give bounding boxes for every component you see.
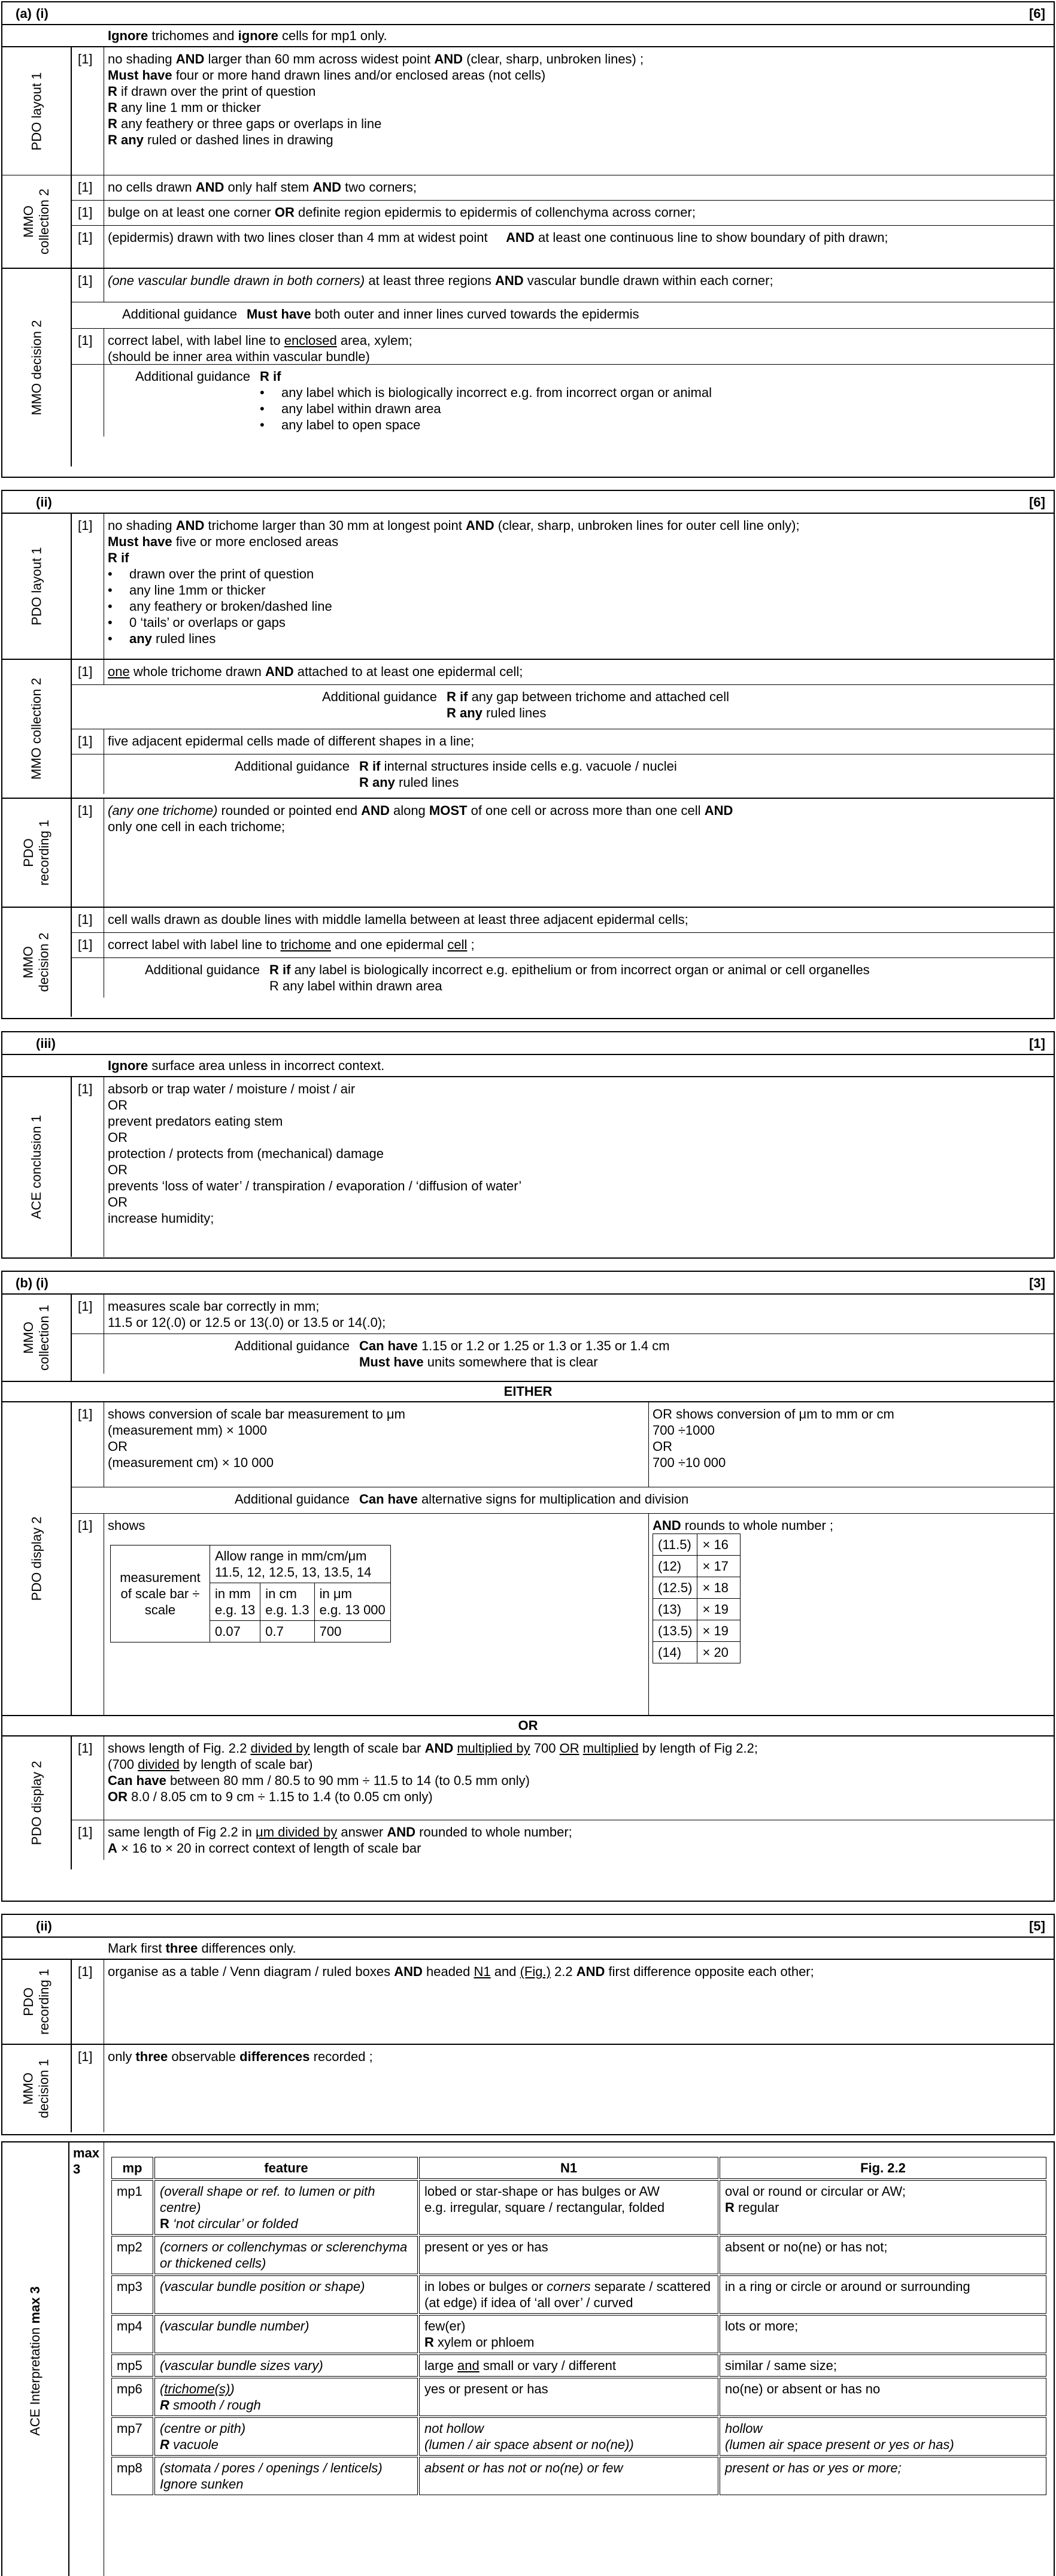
n1-cell: large and small or vary / different xyxy=(419,2354,718,2377)
mark-value: [1] xyxy=(72,1820,104,1860)
n1-cell: absent or has not or no(ne) or few xyxy=(419,2457,718,2495)
criterion-text: (any one trichome) rounded or pointed end AND along MOST of one cell or across more than one cell AND only one cell in each trichome; xyxy=(108,803,733,834)
mark-value: [1] xyxy=(72,1402,104,1487)
additional-guidance: Additional guidance Must have both outer and inner lines curved towards the epidermis xyxy=(72,302,1054,329)
mark-value: [1] xyxy=(72,1736,104,1820)
additional-guidance: Additional guidance R if any gap between trichome and attached cell R any ruled lines xyxy=(72,685,1054,729)
mark-value: [1] xyxy=(72,799,104,907)
criterion-row xyxy=(2,2045,1054,2132)
n1-cell: few(er) R xylem or phloem xyxy=(419,2315,718,2353)
criterion-row xyxy=(2,2142,1054,2576)
mark-value: [1] xyxy=(72,47,104,175)
total-marks: [3] xyxy=(1029,1275,1045,1290)
column-header: N1 xyxy=(419,2157,718,2179)
criterion-text: organise as a table / Venn diagram / ruled boxes AND headed N1 and (Fig.) 2.2 AND first difference opposite each other; xyxy=(108,1964,814,1979)
rounds-text: AND rounds to whole number ; xyxy=(653,1518,834,1533)
mark-value: [1] xyxy=(72,1077,104,1257)
n1-cell: present or yes or has xyxy=(419,2236,718,2274)
allow-range: Allow range in mm/cm/μm 11.5, 12, 12.5, 13, 13.5, 14 xyxy=(210,1545,391,1583)
mp-cell: mp2 xyxy=(111,2236,153,2274)
criterion-text: no shading AND larger than 60 mm across widest point AND (clear, sharp, unbroken lines) ; Must have four or more hand drawn lines and/or enclosed areas (not cells) R if drawn over the print of question R any line 1 mm or thicker R any feathery or three gaps or overlaps in line R any ruled or dashed lines in drawing xyxy=(108,51,644,147)
table-row xyxy=(111,2417,1046,2456)
subpart-label: (ii) xyxy=(36,1918,52,1933)
mark-value: [1] xyxy=(72,908,104,932)
rounding-table xyxy=(653,1534,741,1663)
criterion-row xyxy=(2,47,1054,175)
table-row xyxy=(111,2354,1046,2377)
fig-cell: present or has or yes or more; xyxy=(720,2457,1046,2495)
instruction-note: Ignore surface area unless in incorrect context. xyxy=(2,1055,1054,1077)
feature-cell: (overall shape or ref. to lumen or pith centre) R ‘not circular’ or folded xyxy=(154,2180,418,2235)
list-item: • any feathery or broken/dashed line xyxy=(108,598,1050,614)
criterion-row xyxy=(2,1402,1054,1716)
table-row xyxy=(111,2275,1046,2314)
reject-list xyxy=(108,566,1050,647)
additional-guidance: Additional guidance Can have 1.15 or 1.2 or 1.25 or 1.3 or 1.35 or 1.4 cm Must have units somewhere that is clear xyxy=(72,1334,1054,1374)
skill-label: ACE Interpretation max 3 xyxy=(2,2142,69,2576)
mark-value: [1] xyxy=(72,1960,104,2044)
table-row xyxy=(111,2180,1046,2235)
skill-label: MMO collection 2 xyxy=(2,660,72,798)
either-label: EITHER xyxy=(2,1382,1054,1402)
conversion-table xyxy=(110,1545,391,1642)
table-row xyxy=(111,2457,1046,2495)
skill-label: MMO collection 2 xyxy=(2,175,72,268)
table-row xyxy=(111,2315,1046,2353)
section-b-ii xyxy=(1,1914,1055,2135)
rounding-row: (12.5) × 18 xyxy=(653,1577,741,1599)
n1-cell: yes or present or has xyxy=(419,2378,718,2416)
mark-value: [1] xyxy=(72,2045,104,2132)
criterion-row xyxy=(2,175,1054,269)
skill-label: PDO layout 1 xyxy=(2,47,72,175)
n1-cell: in lobes or bulges or corners separate / scattered (at edge) if idea of ‘all over’ / curved xyxy=(419,2275,718,2314)
fig-cell: oval or round or circular or AW; R regular xyxy=(720,2180,1046,2235)
mark-value: [1] xyxy=(72,1295,104,1334)
criterion-text: one whole trichome drawn AND attached to at least one epidermal cell; xyxy=(108,664,523,679)
list-item: • any label which is biologically incorrect e.g. from incorrect organ or animal xyxy=(260,384,1050,401)
part-label: (a) xyxy=(16,5,32,21)
list-item: • any line 1mm or thicker xyxy=(108,582,1050,598)
subpart-label: (i) xyxy=(36,1275,48,1290)
criterion-text: same length of Fig 2.2 in μm divided by answer AND rounded to whole number; A × 16 to × 20 in correct context of length of scale bar xyxy=(108,1825,572,1856)
rounding-row: (13.5) × 19 xyxy=(653,1620,741,1642)
criterion-text: measures scale bar correctly in mm; 11.5 or 12(.0) or 12.5 or 13(.0) or 13.5 or 14(.0); xyxy=(108,1299,386,1330)
mark-value: [1] xyxy=(72,933,104,957)
or-label: OR xyxy=(2,1716,1054,1736)
list-item: • any ruled lines xyxy=(108,631,1050,647)
mark-value: [1] xyxy=(72,269,104,302)
criterion-text: (epidermis) drawn with two lines closer than 4 mm at widest point AND at least one continuous line to show boundary of pith drawn; xyxy=(108,230,888,245)
mark-value: [1] xyxy=(72,201,104,225)
reject-list xyxy=(260,384,1050,433)
unit-column: in cm e.g. 1.3 xyxy=(260,1583,314,1621)
mp-cell: mp6 xyxy=(111,2378,153,2416)
skill-label: PDO display 2 xyxy=(2,1736,72,1869)
criterion-text: five adjacent epidermal cells made of different shapes in a line; xyxy=(108,734,475,748)
mark-value: [1] xyxy=(72,226,104,268)
part-label: (b) xyxy=(16,1275,33,1290)
additional-guidance: Additional guidance R if any label is biologically incorrect e.g. epithelium or from incorrect organ or animal or cell organelles R any label within drawn area xyxy=(72,958,1054,998)
skill-label: MMO decision 2 xyxy=(2,908,72,1017)
feature-cell: (corners or collenchymas or sclerenchyma or thickened cells) xyxy=(154,2236,418,2274)
mp-cell: mp7 xyxy=(111,2417,153,2456)
additional-guidance: Additional guidance R if internal structures inside cells e.g. vacuole / nuclei R any ruled lines xyxy=(72,754,1054,794)
section-b-ii-ace xyxy=(1,2141,1055,2576)
section-a-ii xyxy=(1,490,1055,1019)
unit-value: 700 xyxy=(314,1621,390,1642)
fig-cell: no(ne) or absent or has no xyxy=(720,2378,1046,2416)
list-item: • any label to open space xyxy=(260,417,1050,433)
criterion-row xyxy=(2,660,1054,799)
section-header xyxy=(2,1032,1054,1055)
max-marks: max 3 xyxy=(69,2142,104,2576)
criterion-text: shows length of Fig. 2.2 divided by length of scale bar AND multiplied by 700 OR multiplied by length of Fig 2.2; (700 divided by length of scale bar) Can have between 80 mm / 80.5 to 90 mm ÷ 11.5 to 14 (to 0.5 mm only) OR 8.0 / 8.05 cm to 9 cm ÷ 1.15 to 1.4 (to 0.05 cm only) xyxy=(108,1741,758,1804)
unit-value: 0.7 xyxy=(260,1621,314,1642)
section-a-i xyxy=(1,1,1055,478)
additional-guidance: Additional guidance R if • any label which is biologically incorrect e.g. from incorrect organ or animal • any label within drawn area • any label to open space xyxy=(72,365,1054,437)
column-header: feature xyxy=(154,2157,418,2179)
rounding-row: (14) × 20 xyxy=(653,1642,741,1663)
criterion-row xyxy=(2,1077,1054,1257)
column-header: mp xyxy=(111,2157,153,2179)
skill-label: PDO recording 1 xyxy=(2,1960,72,2044)
criterion-text: correct label, with label line to enclosed area, xylem; (should be inner area within vascular bundle) xyxy=(108,333,412,364)
mark-value: [1] xyxy=(72,175,104,200)
mp-cell: mp5 xyxy=(111,2354,153,2377)
unit-column: in μm e.g. 13 000 xyxy=(314,1583,390,1621)
feature-cell: (vascular bundle position or shape) xyxy=(154,2275,418,2314)
mark-value: [1] xyxy=(72,729,104,754)
criterion-row xyxy=(2,799,1054,908)
instruction-note: Mark first three differences only. xyxy=(2,1938,1054,1960)
criterion-row xyxy=(2,514,1054,660)
mp-cell: mp3 xyxy=(111,2275,153,2314)
mark-value: [1] xyxy=(72,1514,104,1715)
criterion-text: absorb or trap water / moisture / moist / air OR prevent predators eating stem OR protection / protects from (mechanical) damage OR prevents ‘loss of water’ / transpiration / evaporation / ‘diffusion of water’ OR increase humidity; xyxy=(108,1081,522,1226)
unit-column: in mm e.g. 13 xyxy=(210,1583,260,1621)
instruction-note: Ignore trichomes and ignore cells for mp1 only. xyxy=(2,25,1054,47)
total-marks: [6] xyxy=(1029,494,1045,510)
n1-cell: not hollow (lumen / air space absent or no(ne)) xyxy=(419,2417,718,2456)
mark-value: [1] xyxy=(72,514,104,659)
criterion-text-alt: OR shows conversion of μm to mm or cm 700 ÷1000 OR 700 ÷10 000 xyxy=(653,1407,894,1470)
mp-cell: mp8 xyxy=(111,2457,153,2495)
skill-label: ACE conclusion 1 xyxy=(2,1077,72,1257)
fig-cell: similar / same size; xyxy=(720,2354,1046,2377)
mp-cell: mp1 xyxy=(111,2180,153,2235)
criterion-text: no cells drawn AND only half stem AND two corners; xyxy=(108,180,417,195)
fig-cell: lots or more; xyxy=(720,2315,1046,2353)
section-b-i xyxy=(1,1271,1055,1902)
rounding-row: (12) × 17 xyxy=(653,1556,741,1577)
n1-cell: lobed or star-shape or has bulges or AW e.g. irregular, square / rectangular, folded xyxy=(419,2180,718,2235)
section-header xyxy=(2,2,1054,25)
criterion-text: bulge on at least one corner OR definite region epidermis to epidermis of collenchyma across corner; xyxy=(108,205,696,220)
feature-cell: (stomata / pores / openings / lenticels) Ignore sunken xyxy=(154,2457,418,2495)
subpart-label: (i) xyxy=(36,5,48,21)
fig-cell: absent or no(ne) or has not; xyxy=(720,2236,1046,2274)
unit-value: 0.07 xyxy=(210,1621,260,1642)
criterion-text: shows conversion of scale bar measurement to μm (measurement mm) × 1000 OR (measurement cm) × 10 000 xyxy=(104,1402,649,1487)
feature-cell: (vascular bundle sizes vary) xyxy=(154,2354,418,2377)
additional-guidance: Additional guidance Can have alternative signs for multiplication and division xyxy=(72,1487,1054,1514)
feature-cell: (trichome(s)) R smooth / rough xyxy=(154,2378,418,2416)
criterion-row xyxy=(2,269,1054,466)
criterion-text: shows xyxy=(108,1518,145,1533)
table-row xyxy=(111,2236,1046,2274)
skill-label: MMO decision 1 xyxy=(2,2045,72,2132)
skill-label: PDO recording 1 xyxy=(2,799,72,907)
criterion-row xyxy=(2,1960,1054,2045)
skill-label: PDO display 2 xyxy=(2,1402,72,1715)
list-item: • drawn over the print of question xyxy=(108,566,1050,582)
criterion-text: no shading AND trichome larger than 30 mm at longest point AND (clear, sharp, unbroken lines for outer cell line only); Must have five or more enclosed areas R if xyxy=(108,518,800,565)
rounding-row: (13) × 19 xyxy=(653,1599,741,1620)
fig-cell: in a ring or circle or around or surrounding xyxy=(720,2275,1046,2314)
criterion-row xyxy=(2,1295,1054,1382)
list-item: • any label within drawn area xyxy=(260,401,1050,417)
list-item: • 0 ‘tails’ or overlaps or gaps xyxy=(108,614,1050,631)
section-header xyxy=(2,1915,1054,1938)
criterion-text: (one vascular bundle drawn in both corners) at least three regions AND vascular bundle drawn within each corner; xyxy=(108,273,773,288)
skill-label: PDO layout 1 xyxy=(2,514,72,659)
differences-table xyxy=(110,2156,1048,2496)
criterion-row xyxy=(2,1736,1054,1869)
criterion-text: correct label with label line to trichome and one epidermal cell ; xyxy=(108,937,475,952)
rounding-row: (11.5) × 16 xyxy=(653,1534,741,1556)
fig-cell: hollow (lumen air space present or yes or has) xyxy=(720,2417,1046,2456)
column-header: Fig. 2.2 xyxy=(720,2157,1046,2179)
criterion-text: cell walls drawn as double lines with middle lamella between at least three adjacent epidermal cells; xyxy=(108,912,688,927)
feature-cell: (centre or pith) R vacuole xyxy=(154,2417,418,2456)
criterion-text: only three observable differences recorded ; xyxy=(108,2049,373,2064)
mp-cell: mp4 xyxy=(111,2315,153,2353)
table-row xyxy=(111,2378,1046,2416)
subpart-label: (iii) xyxy=(36,1035,56,1051)
section-header xyxy=(2,1272,1054,1295)
row-header: measurement of scale bar ÷ scale xyxy=(111,1545,210,1642)
subpart-label: (ii) xyxy=(36,494,52,510)
section-a-iii xyxy=(1,1031,1055,1259)
mark-value: [1] xyxy=(72,660,104,684)
feature-cell: (vascular bundle number) xyxy=(154,2315,418,2353)
total-marks: [6] xyxy=(1029,5,1045,21)
total-marks: [5] xyxy=(1029,1918,1045,1933)
section-header xyxy=(2,491,1054,514)
criterion-row xyxy=(2,908,1054,1017)
skill-label: MMO decision 2 xyxy=(2,269,72,466)
mark-value: [1] xyxy=(72,329,104,364)
total-marks: [1] xyxy=(1029,1035,1045,1051)
skill-label: MMO collection 1 xyxy=(2,1295,72,1381)
